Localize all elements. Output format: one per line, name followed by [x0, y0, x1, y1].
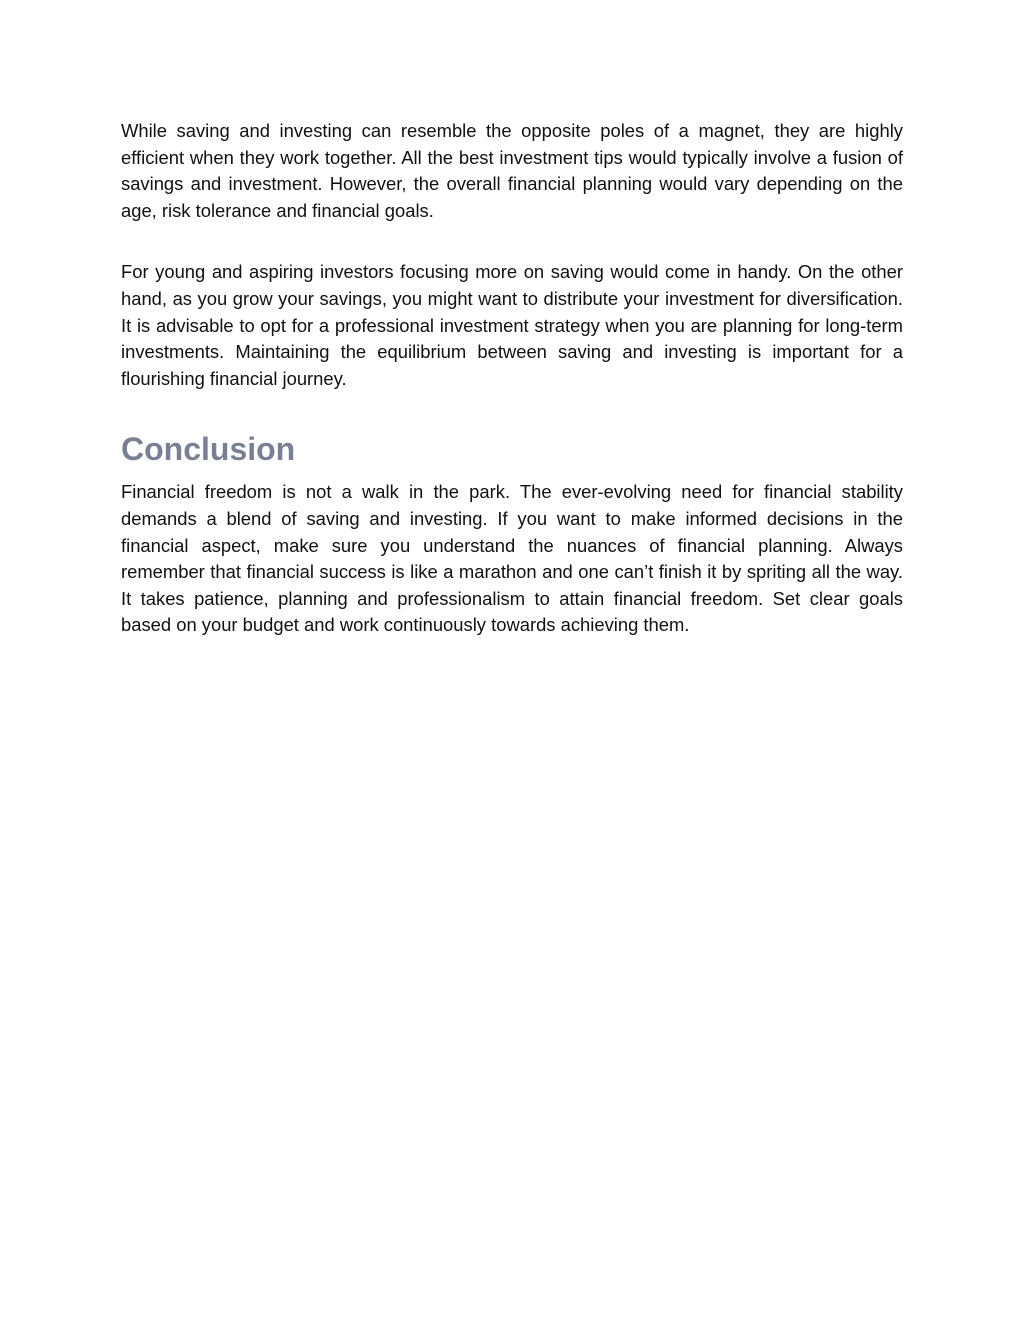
conclusion-paragraph: Financial freedom is not a walk in the park. The ever-evolving need for financial stability demands a blend of saving and investing. If you want to make informed decisions in the financial aspect, make sure you understand the nuances of financial planning. Always remember that financial success is like a marathon and one can’t finish it by spriting all the way. It takes patience, planning and professionalism to attain financial freedom. Set clear goals based on your budget and work continuously towards achieving them. — [121, 481, 903, 636]
document-body — [121, 118, 903, 639]
paragraph-young-investors: For young and aspiring investors focusing more on saving would come in handy. On the other hand, as you grow your savings, you might want to distribute your investment for diversification. It is advisable to opt for a professional investment strategy when you are planning for long-term investments. Maintaining the equilibrium between saving and investing is important for a flourishing financial journey. — [121, 261, 903, 389]
paragraph-saving-investing: While saving and investing can resemble the opposite poles of a magnet, they are highly efficient when they work together. All the best investment tips would typically involve a fusion of savings and investment. However, the overall financial planning would vary depending on the age, risk tolerance and financial goals. — [121, 120, 903, 221]
conclusion-heading: Conclusion — [121, 431, 296, 468]
